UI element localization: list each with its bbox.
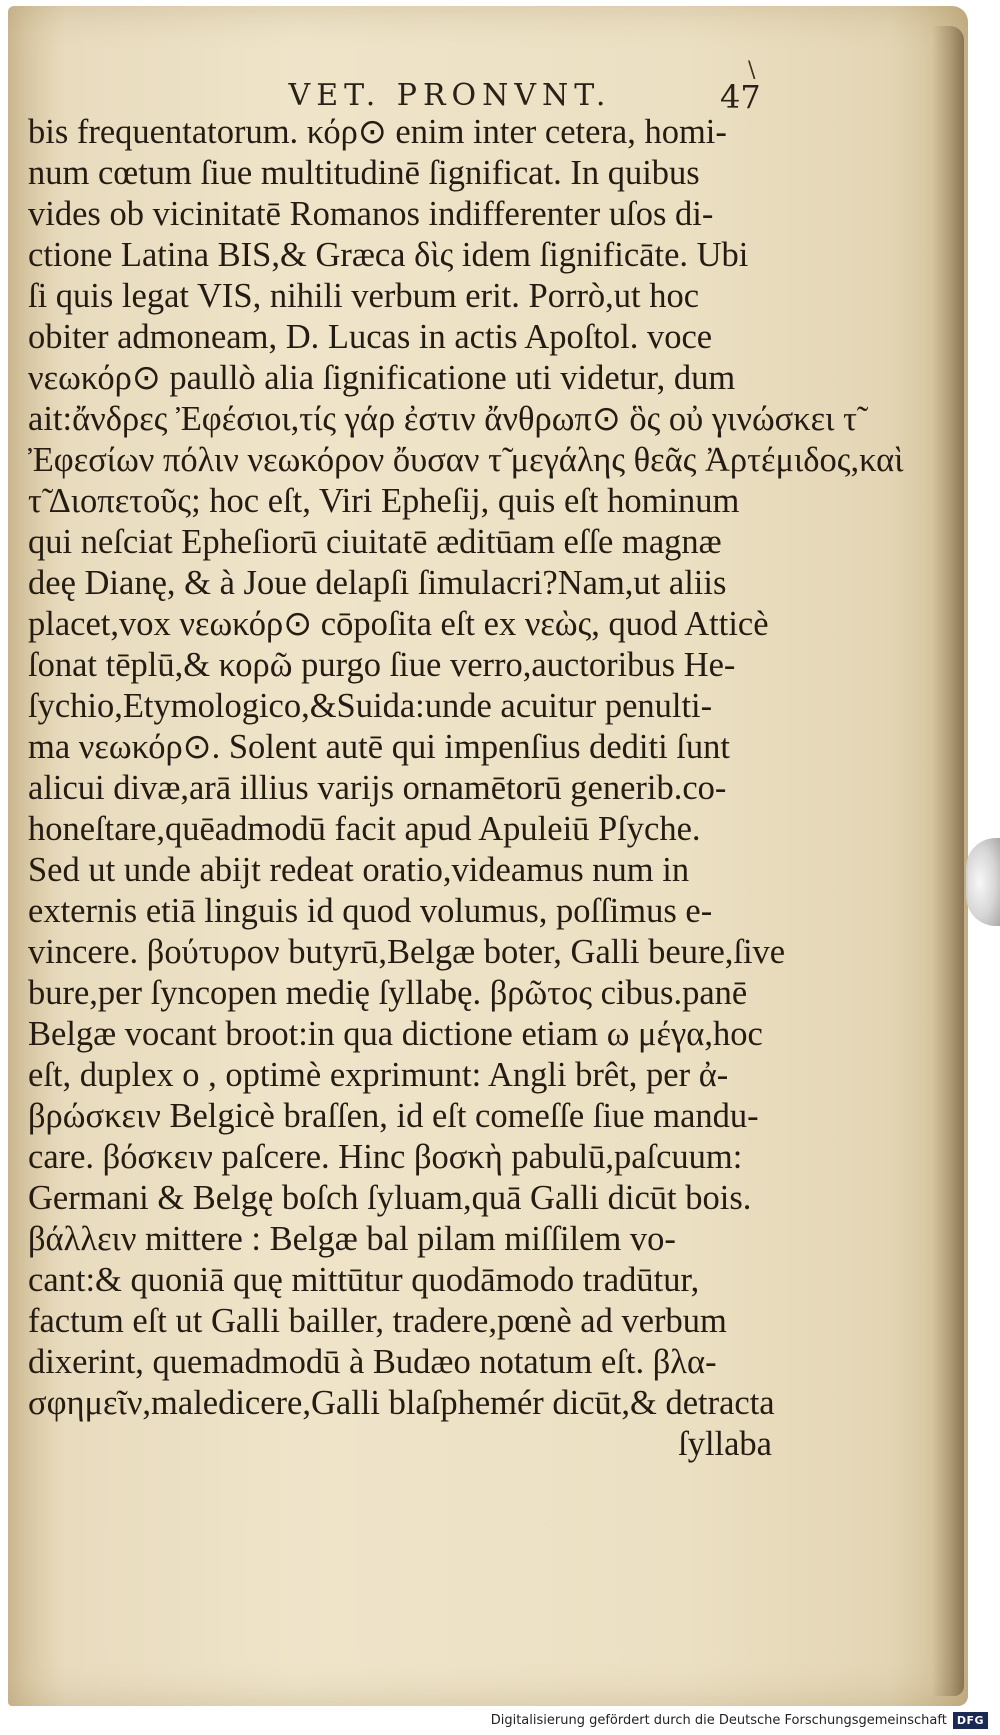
text-line: cant:& quoniā quę mittūtur quodāmodo tradūtur, (28, 1261, 700, 1299)
margin-mark: \ (748, 58, 756, 83)
page-edge-shadow (932, 26, 964, 1696)
text-line: obiter admoneam, D. Lucas in actis Apoſtol. voce (28, 318, 713, 356)
text-line: vides ob vicinitatē Romanos indifferenter uſos di- (28, 195, 714, 233)
text-line: ſonat tēplū,& κορῶ purgo ſiue verro,auctoribus He- (28, 646, 736, 684)
running-head: VET. PRONVNT. (288, 78, 612, 113)
page-number: 47 (720, 78, 761, 116)
text-line: ctione Latina BIS,& Græca δὶς idem ſignificāte. Ubi (28, 236, 749, 274)
text-line: ma νεωκόρ⊙. Solent autē qui impenſius dediti ſunt (28, 728, 730, 766)
footer-credit: Digitalisierung gefördert durch die Deutsche Forschungsgemeinschaft (490, 1712, 947, 1728)
text-line: βάλλειν mittere : Belgæ bal pilam miſſilem vo- (28, 1220, 676, 1258)
text-line: ſi quis legat VIS, nihili verbum erit. Porrò,ut hoc (28, 277, 700, 315)
text-line: vincere. βούτυρον butyrū,Belgæ boter, Galli beure,ſive (28, 933, 786, 971)
text-line: externis etiā linguis id quod volumus, poſſimus e- (28, 892, 713, 930)
text-line: placet,vox νεωκόρ⊙ cōpoſita eſt ex νεὼς, quod Atticè (28, 605, 769, 643)
page-clip (966, 838, 1000, 926)
text-line: factum eſt ut Galli bailler, tradere,pœnè ad verbum (28, 1302, 727, 1340)
text-line: νεωκόρ⊙ paullò alia ſignificatione uti videtur, dum (28, 359, 736, 397)
text-line: σφημεῖν,maledicere,Galli blaſphemér dicūt,& detracta (28, 1384, 775, 1422)
text-line: Sed ut unde abijt redeat oratio,videamus num in (28, 851, 690, 889)
text-line: alicui divæ,arā illius varijs ornamētorū generib.co- (28, 769, 727, 807)
text-line: ait:ἄνδρες Ἐφέσιοι,τίς γάρ ἐστιν ἄνθρωπ⊙ ὃς οὐ γινώσκει τ̃ (28, 400, 857, 438)
footer (491, 1709, 988, 1731)
text-line: Belgæ vocant broot:in qua dictione etiam ω μέγα,hoc (28, 1015, 763, 1053)
text-line: care. βόσκειν paſcere. Hinc βοσκὴ pabulū,paſcuum: (28, 1138, 743, 1176)
text-line: Ἐφεσίων πόλιν νεωκόρον ὄυσαν τ̃ μεγάλης θεᾶς Ἀρτέμιδος,καὶ (28, 441, 904, 479)
text-line: qui neſciat Epheſiorū ciuitatē æditūam eſſe magnæ (28, 523, 722, 561)
text-line: τ̃ Διοπετοῦς; hoc eſt, Viri Epheſij, quis eſt hominum (28, 482, 740, 520)
text-line: eſt, duplex o , optimè exprimunt: Angli brêt, per ἀ- (28, 1056, 729, 1094)
text-line: honeſtare,quēadmodū facit apud Apuleiū Pſyche. (28, 810, 701, 848)
text-line: ſychio,Etymologico,&Suida:unde acuitur penulti- (28, 687, 713, 725)
text-line: bis frequentatorum. κόρ⊙ enim inter cetera, homi- (28, 113, 727, 151)
text-line: dixerint, quemadmodū à Budæo notatum eſt. βλα- (28, 1343, 717, 1381)
text-line: ſyllaba (678, 1425, 772, 1463)
body-text (28, 112, 904, 1465)
text-line: bure,per ſyncopen medię ſyllabę. βρῶτος cibus.panē (28, 974, 748, 1012)
text-line: Germani & Belgę boſch ſyluam,quā Galli dicūt bois. (28, 1179, 752, 1217)
text-line: num cœtum ſiue multitudinē ſignificat. In quibus (28, 154, 700, 192)
text-line: βρώσκειν Belgicè braſſen, id eſt comeſſe ſiue mandu- (28, 1097, 759, 1135)
dfg-logo: DFG (953, 1712, 988, 1729)
text-line: deę Dianę, & à Joue delapſi ſimulacri?Nam,ut aliis (28, 564, 727, 602)
